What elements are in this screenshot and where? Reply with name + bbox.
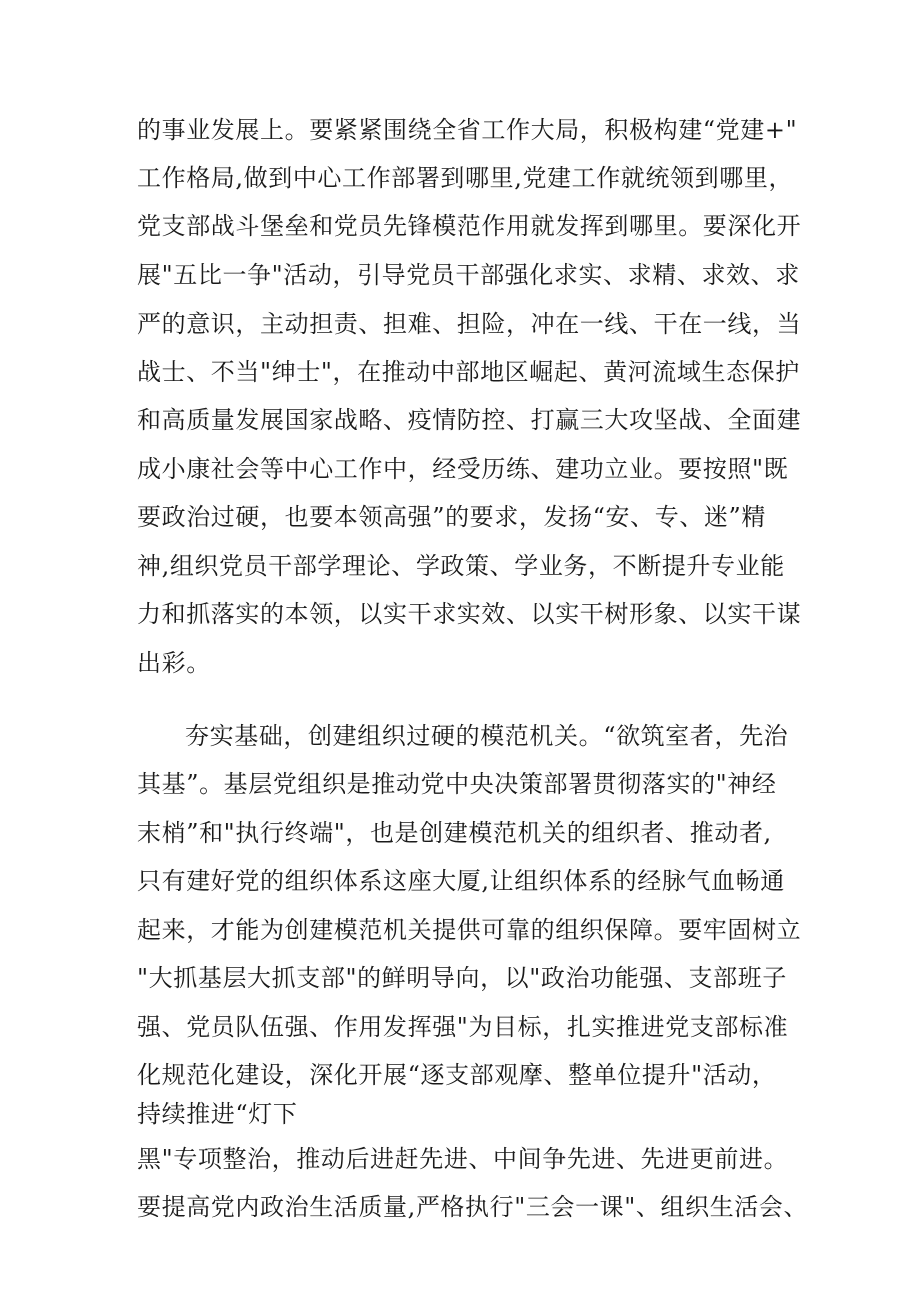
- text-line: 只有建好党的组织体系这座大厦,让组织体系的经脉气血畅通: [137, 867, 785, 895]
- text-line: 要政治过硬，也要本领高强”的要求，发扬“安、专、迷”精: [137, 503, 767, 531]
- text-line: 严的意识，主动担责、担难、担险，冲在一线、干在一线，当: [137, 310, 802, 338]
- text-line: 力和抓落实的本领，以实干求实效、以实干树形象、以实干谋: [137, 600, 802, 628]
- text-line: 工作格局,做到中心工作部署到哪里,党建工作就统领到哪里，: [137, 164, 794, 192]
- text-line: 神,组织党员干部学理论、学政策、学业务，不断提升专业能: [137, 552, 785, 580]
- text-line: 成小康社会等中心工作中，经受历练、建功立业。要按照"既: [137, 455, 789, 483]
- paragraph-first-line: 夯实基础，创建组织过硬的模范机关。“欲筑室者，先治: [185, 722, 789, 750]
- text-line: 起来，才能为创建模范机关提供可靠的组织保障。要牢固树立: [137, 916, 802, 944]
- text-line: 展"五比一争"活动，引导党员干部强化求实、求精、求效、求: [137, 261, 800, 289]
- text-line: "大抓基层大抓支部"的鲜明导向，以"政治功能强、支部班子: [137, 964, 787, 992]
- text-line: 出彩。: [137, 649, 211, 677]
- text-line: 战士、不当"绅士"，在推动中部地区崛起、黄河流域生态保护: [137, 358, 800, 386]
- text-line: 和高质量发展国家战略、疫情防控、打赢三大攻坚战、全面建: [137, 406, 802, 434]
- text-line: 强、党员队伍强、作用发挥强"为目标，扎实推进党支部标准: [137, 1013, 789, 1041]
- text-line: 其基”。基层党组织是推动党中央决策部署贯彻落实的"神经: [137, 770, 777, 798]
- text-line: 的事业发展上。要紧紧围绕全省工作大局，积极构建“党建+": [137, 116, 798, 144]
- text-line: 持续推进“灯下: [137, 1100, 298, 1128]
- text-line: 黑"专项整治，推动后进赶先进、中间争先进、先进更前进。: [137, 1145, 789, 1173]
- text-line: 末梢”和"执行终端"，也是创建模范机关的组织者、推动者,: [137, 819, 772, 847]
- text-line: 要提高党内政治生活质量,严格执行"三会一课"、组织生活会、: [137, 1193, 809, 1221]
- text-line: 党支部战斗堡垒和党员先锋模范作用就发挥到哪里。要深化开: [137, 212, 802, 240]
- text-line: 化规范化建设，深化开展“逐支部观摩、整单位提升"活动，: [137, 1061, 777, 1089]
